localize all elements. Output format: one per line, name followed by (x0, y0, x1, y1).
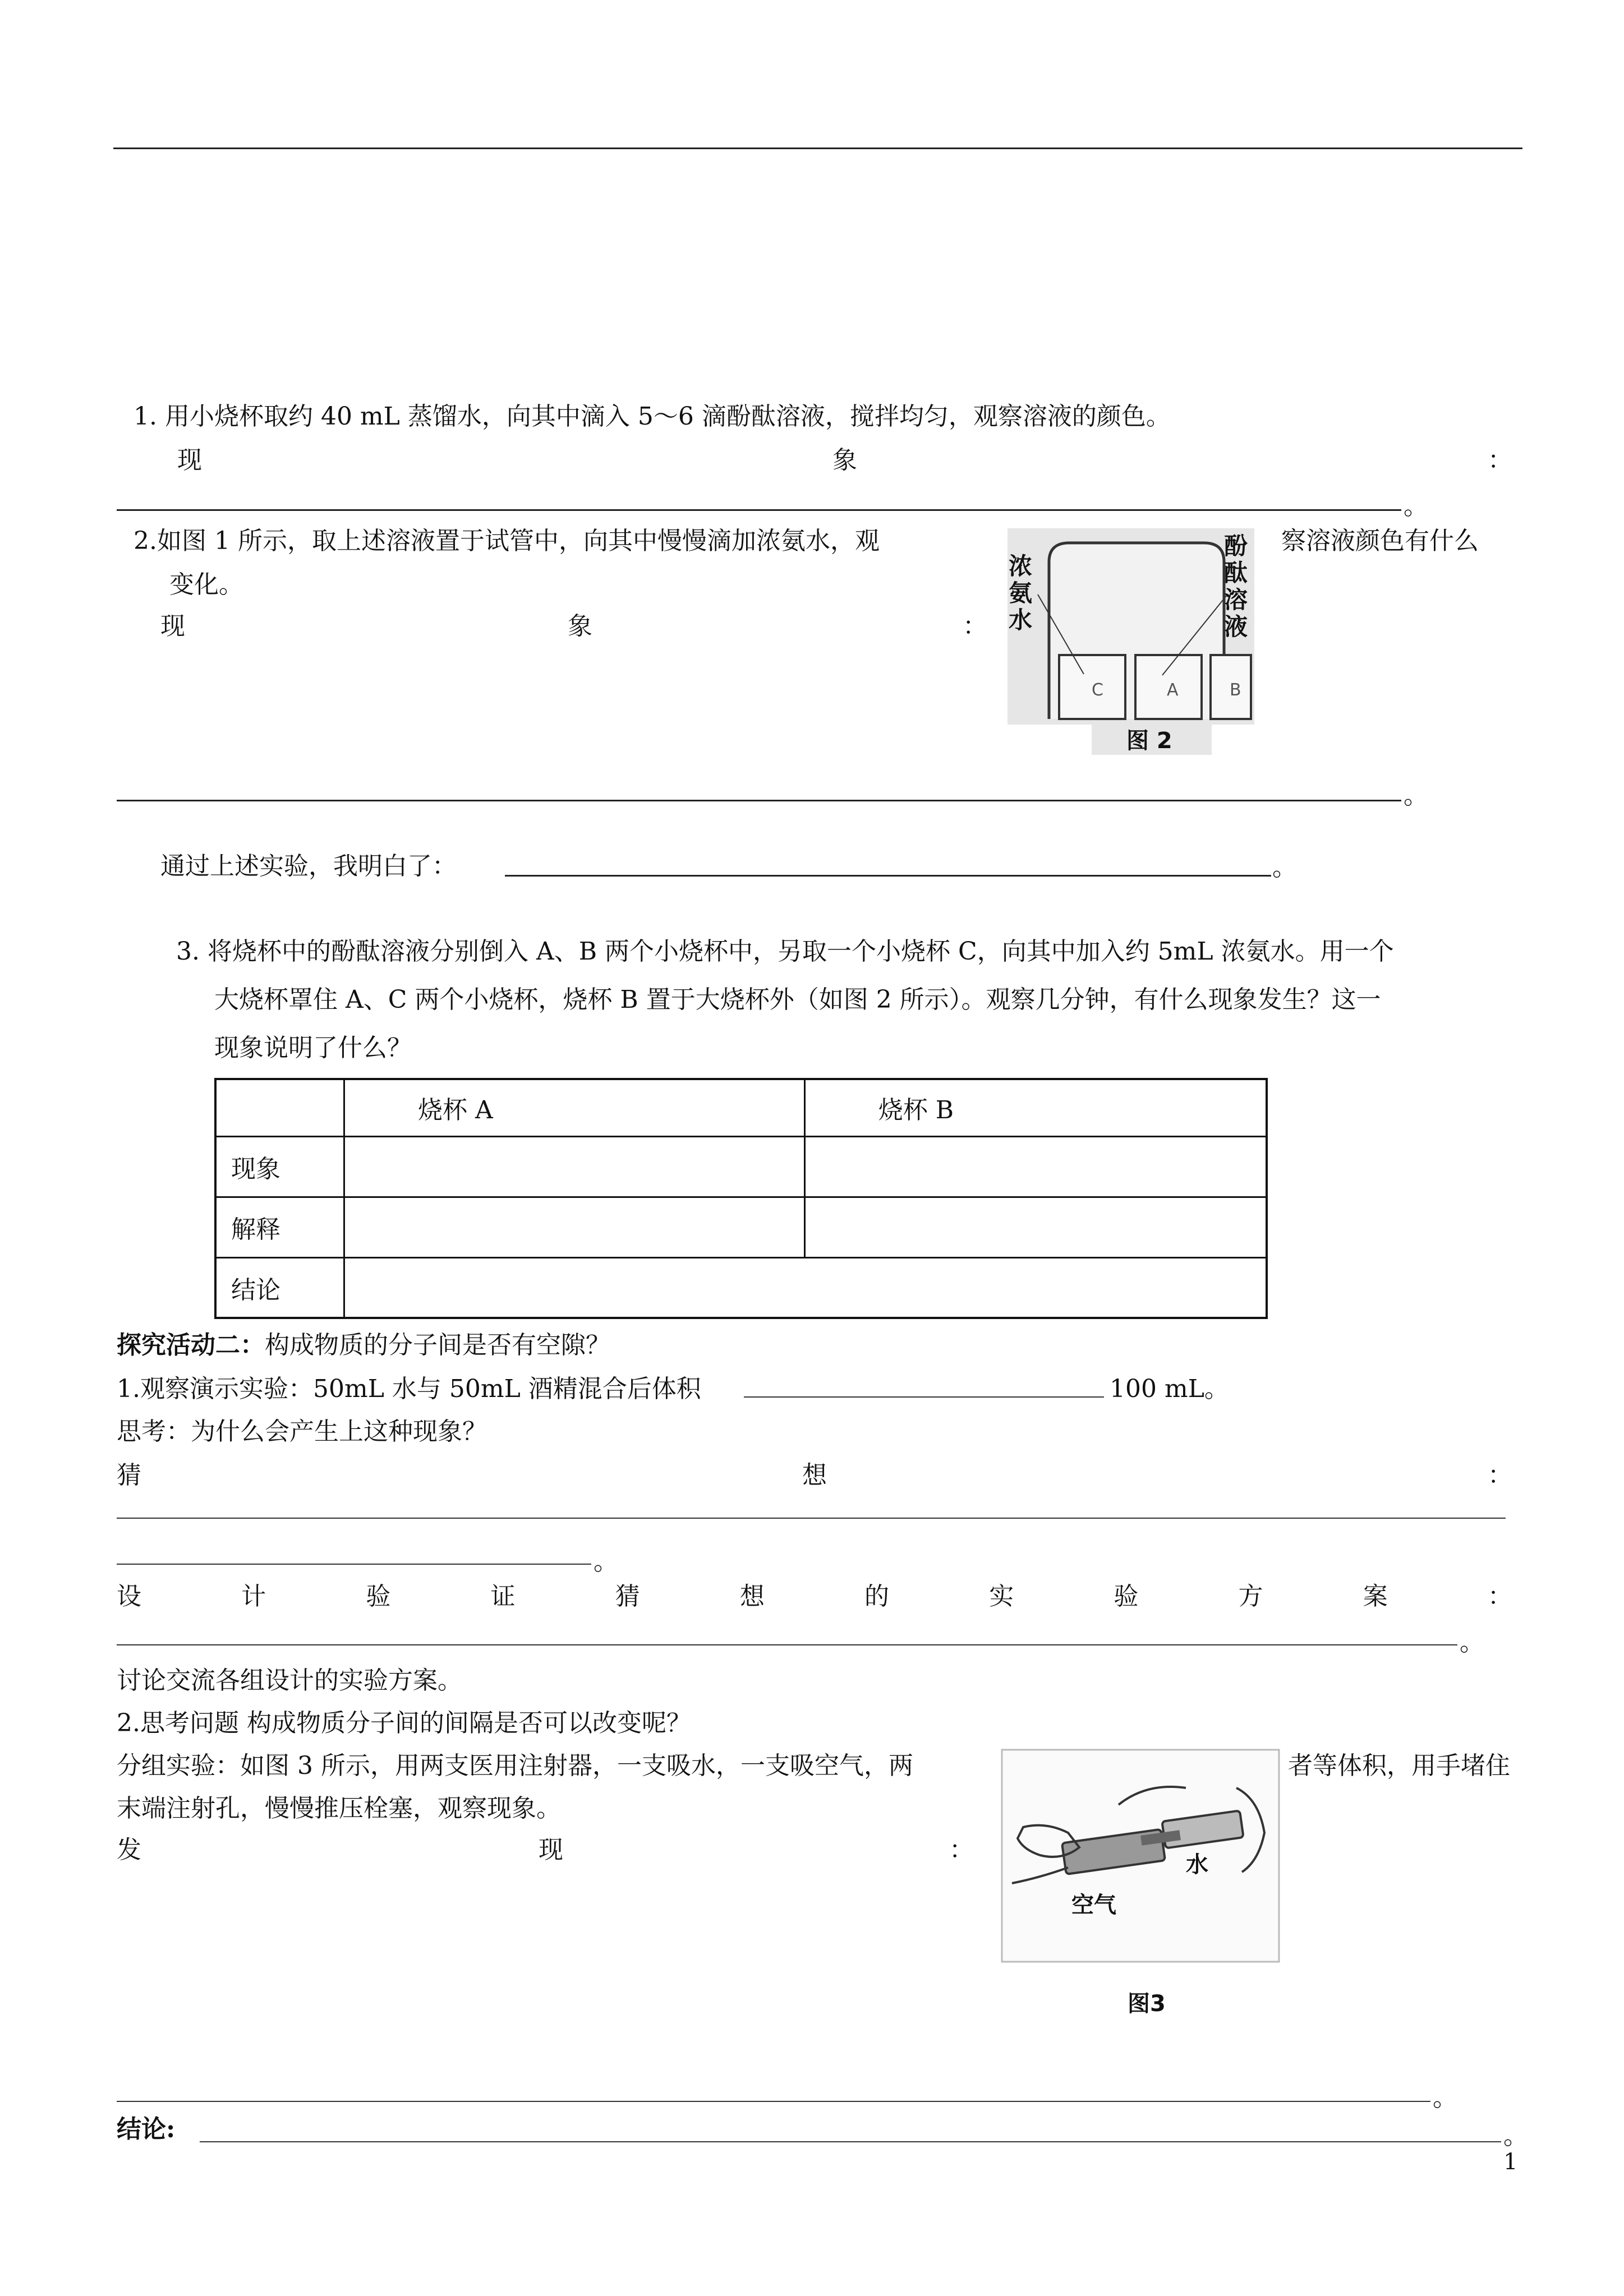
understood-line (505, 875, 1271, 877)
design-label-row (117, 1576, 1512, 1612)
guess-line-1 (117, 1518, 1506, 1519)
label-char: 现 (177, 446, 202, 474)
end-mark: 。 (1272, 853, 1297, 882)
label-char: 象 (832, 446, 857, 474)
label-char: ： (1488, 446, 1512, 474)
label-char: ： (1488, 1461, 1512, 1490)
label-char: 想 (802, 1461, 827, 1490)
label-char: 发 (117, 1836, 141, 1864)
figure-2 (1007, 528, 1254, 755)
figure-3-caption: 图3 (1128, 1991, 1166, 2017)
guess-label-row (117, 1455, 1512, 1491)
group-line2: 末端注射孔，慢慢推压栓塞，观察现象。 (117, 1794, 561, 1823)
activity2-q2: 2.思考问题 构成物质分子间的间隔是否可以改变呢？ (117, 1709, 691, 1737)
activity2-heading (117, 1325, 610, 1361)
label-char: ： (963, 612, 987, 640)
table-row-label: 解释 (215, 1197, 344, 1257)
q3-line2: 大烧杯罩住 A、C 两个小烧杯，烧杯 B 置于大烧杯外（如图 2 所示）。观察几分钟，有什么现象发生？这一 (214, 985, 1381, 1014)
table-row-label: 现象 (215, 1136, 344, 1197)
q1-text: 1. 用小烧杯取约 40 mL 蒸馏水，向其中滴入 5～6 滴酚酞溶液，搅拌均匀，观察溶液的颜色。 (134, 402, 1171, 431)
figure-2-caption: 图 2 (1126, 728, 1172, 754)
activity2-title: 探究活动二： (117, 1331, 265, 1359)
discuss-text: 讨论交流各组设计的实验方案。 (117, 1666, 462, 1695)
beaker-a-label: A (1167, 680, 1179, 700)
obs-text: 1.观察演示实验：50mL 水与 50mL 酒精混合后体积 (117, 1375, 701, 1403)
label-char: ： (1487, 1582, 1512, 1611)
label-char: 验 (1114, 1582, 1139, 1611)
end-mark: 。 (1404, 492, 1428, 520)
q1-answer-line (117, 509, 1401, 511)
q1-label-row (177, 440, 1512, 476)
label-char: 现 (160, 612, 185, 640)
phenol-label-4: 液 (1224, 613, 1248, 640)
observation-table (214, 1078, 1268, 1319)
label-char: 猜 (117, 1461, 141, 1490)
obs-end: 100 mL。 (1110, 1375, 1229, 1403)
beaker-c-label: C (1092, 680, 1103, 700)
activity2-question: 构成物质的分子间是否有空隙？ (265, 1331, 610, 1359)
end-mark: 。 (1404, 781, 1428, 810)
conclusion-line (200, 2141, 1501, 2142)
table-header-empty (215, 1079, 344, 1136)
ammonia-label-2: 氨 (1009, 579, 1033, 607)
phenol-label-3: 溶 (1224, 586, 1248, 614)
end-mark: 。 (1460, 1628, 1484, 1657)
q2-line2: 变化。 (169, 570, 243, 599)
q3-line3: 现象说明了什么？ (214, 1034, 412, 1062)
end-mark: 。 (594, 1547, 618, 1576)
phenol-label-2: 酞 (1224, 559, 1248, 587)
label-char: ： (949, 1836, 974, 1864)
q3-line1: 3. 将烧杯中的酚酞溶液分别倒入 A、B 两个小烧杯中，另取一个小烧杯 C，向其中加入约 5mL 浓氨水。用一个 (176, 937, 1394, 966)
table-cell (344, 1197, 805, 1257)
table-cell (804, 1197, 1267, 1257)
table-cell (344, 1136, 805, 1197)
phenol-label-1: 酚 (1224, 532, 1248, 560)
end-mark: 。 (1503, 2122, 1528, 2150)
ammonia-label-1: 浓 (1009, 552, 1033, 580)
label-char: 证 (490, 1582, 516, 1611)
conclusion-label: 结论: (117, 2115, 176, 2143)
figure-3 (1001, 1749, 1281, 2023)
ammonia-label-3: 水 (1009, 606, 1033, 634)
label-char: 现 (539, 1836, 563, 1864)
label-char: 猜 (615, 1582, 640, 1611)
beaker-b-label: B (1230, 680, 1241, 700)
header-rule (113, 147, 1522, 149)
label-char: 案 (1363, 1582, 1388, 1611)
q2-text-cont: 察溶液颜色有什么 (1281, 527, 1479, 555)
label-char: 设 (117, 1582, 141, 1611)
label-char: 实 (989, 1582, 1014, 1611)
air-label: 空气 (1071, 1892, 1116, 1918)
table-cell (344, 1257, 1267, 1318)
group-text-cont: 者等体积，用手堵住 (1288, 1751, 1510, 1780)
label-char: 方 (1238, 1582, 1263, 1611)
table-header: 烧杯 A (344, 1079, 805, 1136)
q2-text: 2.如图 1 所示，取上述溶液置于试管中，向其中慢慢滴加浓氨水，观 (134, 527, 880, 555)
q2-answer-line (117, 800, 1401, 801)
label-char: 象 (568, 612, 592, 640)
design-line (117, 1644, 1457, 1645)
label-char: 的 (864, 1582, 890, 1611)
label-char: 验 (366, 1582, 391, 1611)
end-mark: 。 (1433, 2083, 1457, 2112)
think-text: 思考：为什么会产生上这种现象？ (117, 1417, 487, 1446)
page-number: 1 (1503, 2149, 1518, 2175)
find-line (117, 2101, 1430, 2102)
obs-blank (744, 1396, 1104, 1398)
label-char: 计 (241, 1582, 266, 1611)
table-cell (804, 1136, 1267, 1197)
table-header: 烧杯 B (804, 1079, 1267, 1136)
water-label: 水 (1186, 1852, 1208, 1878)
understood-label: 通过上述实验，我明白了： (160, 852, 457, 880)
table-row-label: 结论 (215, 1257, 344, 1318)
label-char: 想 (739, 1582, 765, 1611)
group-text: 分组实验：如图 3 所示，用两支医用注射器，一支吸水，一支吸空气，两 (117, 1751, 913, 1780)
guess-line-2 (117, 1564, 591, 1565)
